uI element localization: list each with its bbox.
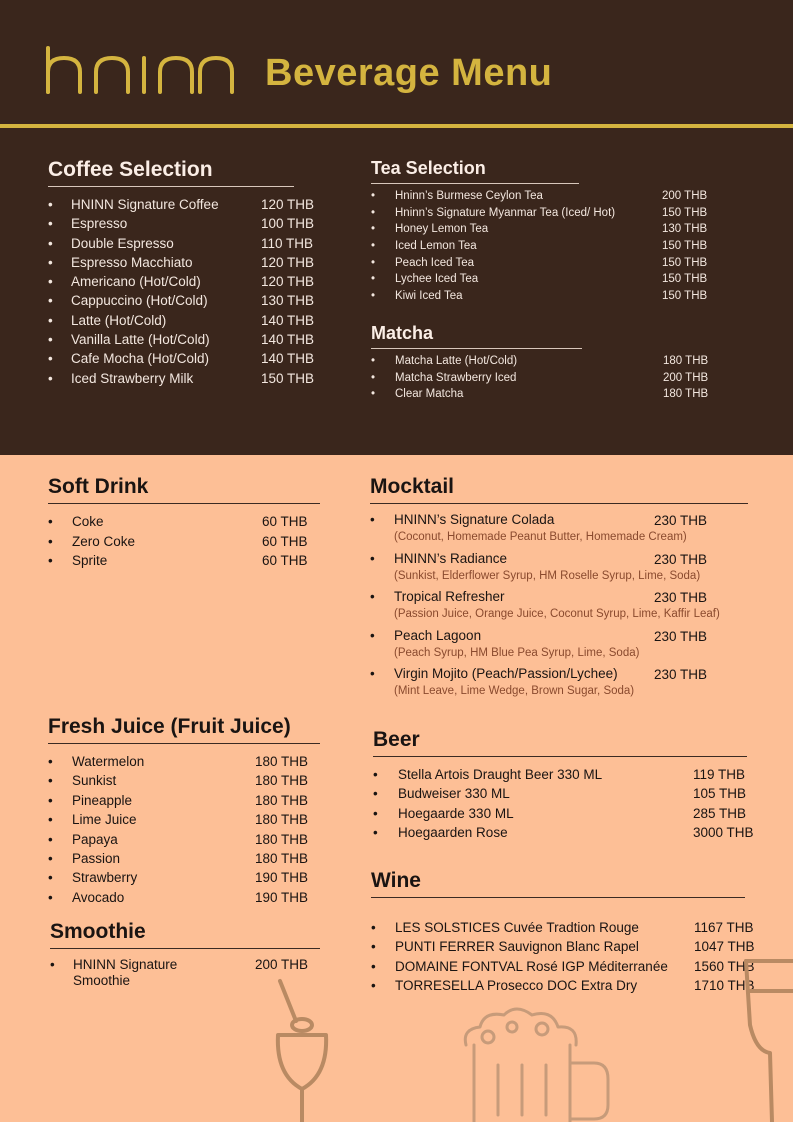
item-price: 230 THB <box>654 551 708 567</box>
item-name: Hoegaarden Rose <box>398 825 508 841</box>
bullet: • <box>48 274 53 290</box>
list-item <box>48 351 318 370</box>
item-price: 230 THB <box>654 628 708 644</box>
item-name: Coke <box>72 514 104 529</box>
item-price: 150 THB <box>662 273 708 286</box>
item-name: HNINN’s Signature Colada <box>394 512 555 527</box>
item-name: Clear Matcha <box>395 388 464 401</box>
item-price: 180 THB <box>255 812 309 828</box>
list-item <box>373 825 753 844</box>
list-item <box>370 628 760 667</box>
tea-section <box>371 158 716 307</box>
item-name: Espresso Macchiato <box>71 254 193 270</box>
fresh-juice-section <box>48 715 320 909</box>
item-name: PUNTI FERRER Sauvignon Blanc Rapel <box>395 939 639 955</box>
bullet: • <box>370 666 375 682</box>
item-price: 285 THB <box>693 805 747 821</box>
mocktail-title: Mocktail <box>370 475 455 498</box>
item-name: Peach Iced Tea <box>395 256 475 269</box>
list-item <box>48 870 320 889</box>
page-title: Beverage Menu <box>265 52 553 94</box>
item-price: 180 THB <box>255 792 309 808</box>
list-item <box>371 978 756 997</box>
item-price: 120 THB <box>261 254 315 270</box>
wine-title: Wine <box>371 869 421 892</box>
bullet: • <box>373 786 378 802</box>
list-item <box>48 754 320 773</box>
bullet: • <box>371 978 376 994</box>
bullet: • <box>371 958 376 974</box>
list-item <box>48 773 320 792</box>
item-price: 230 THB <box>654 590 708 606</box>
list-item <box>371 920 756 939</box>
list-item <box>371 257 716 274</box>
item-name <box>73 957 177 989</box>
item-name: Hninn’s Signature Myanmar Tea (Iced/ Hot) <box>395 206 616 219</box>
item-name: Iced Lemon Tea <box>395 240 477 253</box>
item-description: (Sunkist, Elderflower Syrup, HM Roselle Syrup, Lime, Soda) <box>394 569 701 582</box>
bullet: • <box>371 206 376 219</box>
item-description: (Coconut, Homemade Peanut Butter, Homemade Cream) <box>394 531 687 543</box>
bullet: • <box>373 805 378 821</box>
item-name: Double Espresso <box>71 235 174 251</box>
item-price: 190 THB <box>255 889 309 905</box>
bullet: • <box>48 533 53 549</box>
smoothie-rule <box>50 948 320 949</box>
item-price: 140 THB <box>261 351 315 367</box>
list-item <box>48 293 318 312</box>
item-name: Cafe Mocha (Hot/Cold) <box>71 351 210 367</box>
list-item <box>371 290 716 307</box>
list-item <box>371 959 756 978</box>
list-item <box>371 273 716 290</box>
item-name: Latte (Hot/Cold) <box>71 312 167 328</box>
item-name: HNINN’s Radiance <box>394 550 508 566</box>
item-price: 140 THB <box>261 312 315 328</box>
item-price: 1047 THB <box>694 939 755 955</box>
list-item <box>48 793 320 812</box>
item-price: 150 THB <box>662 256 708 269</box>
bullet: • <box>48 351 53 367</box>
tea-title: Tea Selection <box>371 158 486 178</box>
bullet: • <box>48 514 53 529</box>
list-item <box>48 371 318 390</box>
list-item <box>48 332 318 351</box>
list-item <box>371 388 716 405</box>
hninn-logo <box>44 44 236 96</box>
bullet: • <box>371 939 376 955</box>
item-name: HNINN Signature Coffee <box>71 197 219 212</box>
item-name: Lychee Iced Tea <box>395 273 479 286</box>
soft-drink-rule <box>48 503 320 504</box>
bullet: • <box>48 850 53 866</box>
item-name: Iced Strawberry Milk <box>71 370 194 386</box>
bullet: • <box>48 792 53 808</box>
list-item <box>48 197 318 216</box>
item-name: LES SOLSTICES Cuvée Tradtion Rouge <box>395 920 639 935</box>
tea-list <box>371 190 716 307</box>
bullet: • <box>48 870 53 886</box>
item-price: 3000 THB <box>693 825 754 841</box>
item-description: (Peach Syrup, HM Blue Pea Syrup, Lime, Soda) <box>394 646 640 659</box>
item-price: 180 THB <box>255 831 309 847</box>
soft-drink-list <box>48 514 320 573</box>
fresh-juice-title: Fresh Juice (Fruit Juice) <box>48 715 291 738</box>
wine-rule <box>371 897 745 898</box>
item-name: Avocado <box>72 889 125 905</box>
list-item <box>373 786 753 805</box>
item-price: 1710 THB <box>694 978 755 994</box>
item-name: Sprite <box>72 553 108 568</box>
bullet: • <box>48 812 53 828</box>
bullet: • <box>371 388 376 401</box>
item-name: Cappuccino (Hot/Cold) <box>71 293 208 309</box>
item-name: Hninn’s Burmese Ceylon Tea <box>395 190 543 202</box>
item-name: Lime Juice <box>72 812 137 828</box>
item-name: TORRESELLA Prosecco DOC Extra Dry <box>395 978 638 994</box>
mocktail-rule <box>370 503 748 504</box>
item-price: 180 THB <box>255 850 309 866</box>
item-name: Watermelon <box>72 754 145 769</box>
cocktail-glass-icon <box>268 975 338 1122</box>
matcha-title: Matcha <box>371 323 434 343</box>
item-price: 230 THB <box>654 513 708 528</box>
item-name: Budweiser 330 ML <box>398 786 510 802</box>
bullet: • <box>371 371 376 384</box>
bullet: • <box>48 553 53 568</box>
coffee-rule <box>48 186 294 187</box>
bullet: • <box>371 355 376 367</box>
fresh-juice-list <box>48 754 320 909</box>
soft-drink-title: Soft Drink <box>48 475 149 498</box>
wine-section <box>371 869 756 998</box>
list-item <box>371 190 716 207</box>
item-name: Pineapple <box>72 792 133 808</box>
coffee-list <box>48 197 318 390</box>
bullet: • <box>48 889 53 905</box>
bullet: • <box>370 550 375 566</box>
mocktail-list <box>370 512 760 705</box>
bullet: • <box>48 293 53 309</box>
bullet: • <box>48 254 53 270</box>
list-item <box>48 851 320 870</box>
item-price: 150 THB <box>662 240 708 253</box>
item-name: Papaya <box>72 831 118 847</box>
beer-mug-icon <box>458 1005 618 1122</box>
beer-list <box>373 767 753 845</box>
item-name: Stella Artois Draught Beer 330 ML <box>398 767 603 782</box>
item-price: 60 THB <box>262 514 308 529</box>
item-name: Peach Lagoon <box>394 627 482 643</box>
item-price: 105 THB <box>693 786 747 802</box>
bullet: • <box>48 216 53 232</box>
item-price: 230 THB <box>654 667 708 683</box>
bullet: • <box>50 957 55 972</box>
item-price: 200 THB <box>663 371 709 384</box>
list-item <box>371 355 716 372</box>
bullet: • <box>371 273 376 286</box>
matcha-rule <box>371 348 582 349</box>
item-price: 150 THB <box>662 206 708 219</box>
list-item <box>370 512 760 551</box>
bullet: • <box>48 197 53 212</box>
matcha-section <box>371 323 716 405</box>
item-name: Honey Lemon Tea <box>395 223 489 236</box>
bullet: • <box>373 825 378 841</box>
bullet: • <box>371 920 376 935</box>
item-name: Americano (Hot/Cold) <box>71 274 201 290</box>
list-item <box>373 806 753 825</box>
bullet: • <box>370 589 375 605</box>
list-item <box>371 372 716 389</box>
bullet: • <box>371 290 376 303</box>
list-item <box>48 216 318 235</box>
list-item <box>371 240 716 257</box>
item-price: 150 THB <box>261 370 315 386</box>
smoothie-title: Smoothie <box>50 920 146 943</box>
list-item <box>370 589 760 628</box>
bullet: • <box>370 512 375 527</box>
list-item <box>371 223 716 240</box>
bullet: • <box>48 235 53 251</box>
bullet: • <box>371 256 376 269</box>
list-item <box>48 812 320 831</box>
item-price: 120 THB <box>261 197 315 212</box>
list-item <box>370 551 760 590</box>
item-name: Strawberry <box>72 870 138 886</box>
item-name: Matcha Latte (Hot/Cold) <box>395 355 518 367</box>
item-name: Espresso <box>71 216 128 232</box>
item-name-line2: Smoothie <box>73 973 131 988</box>
item-price: 190 THB <box>255 870 309 886</box>
list-item <box>48 313 318 332</box>
wine-glass-icon <box>736 955 793 1122</box>
coffee-title: Coffee Selection <box>48 158 213 181</box>
bullet: • <box>373 767 378 782</box>
header-divider <box>0 124 793 128</box>
item-price: 60 THB <box>262 553 308 568</box>
bullet: • <box>48 370 53 386</box>
bullet: • <box>371 240 376 253</box>
item-price: 1560 THB <box>694 958 755 974</box>
bullet: • <box>48 754 53 769</box>
item-name: Passion <box>72 850 121 866</box>
item-name: Kiwi Iced Tea <box>395 290 463 303</box>
item-price: 110 THB <box>261 235 314 251</box>
item-price: 140 THB <box>261 332 315 348</box>
list-item <box>48 255 318 274</box>
item-description: (Mint Leave, Lime Wedge, Brown Sugar, Soda) <box>394 685 635 698</box>
list-item <box>371 939 756 958</box>
beer-rule <box>373 756 747 757</box>
bullet: • <box>370 627 375 643</box>
mocktail-section <box>370 475 760 705</box>
item-name: Matcha Strawberry Iced <box>395 371 517 384</box>
item-price: 119 THB <box>693 767 746 782</box>
bullet: • <box>48 831 53 847</box>
item-price: 60 THB <box>262 533 308 549</box>
list-item <box>371 207 716 224</box>
tea-rule <box>371 183 579 184</box>
matcha-list <box>371 355 716 405</box>
list-item <box>48 890 320 909</box>
wine-list <box>371 920 756 998</box>
item-price: 150 THB <box>662 290 708 303</box>
bullet: • <box>371 223 376 236</box>
item-description: (Passion Juice, Orange Juice, Coconut Syrup, Lime, Kaffir Leaf) <box>394 608 720 621</box>
list-item <box>48 534 320 554</box>
item-price: 180 THB <box>663 355 709 367</box>
list-item <box>370 666 760 705</box>
bullet: • <box>48 312 53 328</box>
bullet: • <box>371 190 376 202</box>
item-name-line1: HNINN Signature <box>73 957 178 972</box>
item-name: Zero Coke <box>72 533 136 549</box>
list-item <box>48 274 318 293</box>
item-price: 130 THB <box>662 223 708 236</box>
item-price: 200 THB <box>255 957 309 972</box>
item-price: 130 THB <box>261 293 315 309</box>
list-item <box>48 553 320 573</box>
coffee-section <box>48 158 318 390</box>
list-item <box>48 514 320 534</box>
beer-section <box>373 728 753 845</box>
item-name: Vanilla Latte (Hot/Cold) <box>71 332 210 348</box>
beer-title: Beer <box>373 728 420 751</box>
item-name: Sunkist <box>72 773 117 789</box>
item-name: Tropical Refresher <box>394 589 505 605</box>
bullet: • <box>48 332 53 348</box>
item-price: 200 THB <box>662 190 708 202</box>
list-item <box>373 767 753 786</box>
item-name: Hoegaarde 330 ML <box>398 805 514 821</box>
item-price: 180 THB <box>255 773 309 789</box>
item-price: 180 THB <box>663 388 709 401</box>
list-item <box>48 832 320 851</box>
soft-drink-section <box>48 475 320 573</box>
item-price: 1167 THB <box>694 920 754 935</box>
bullet: • <box>48 773 53 789</box>
list-item <box>48 236 318 255</box>
item-name: Virgin Mojito (Peach/Passion/Lychee) <box>394 666 618 682</box>
item-price: 120 THB <box>261 274 315 290</box>
item-price: 180 THB <box>255 754 309 769</box>
item-name: DOMAINE FONTVAL Rosé IGP Méditerranée <box>395 958 668 974</box>
item-price: 100 THB <box>261 216 315 232</box>
fresh-juice-rule <box>48 743 320 744</box>
